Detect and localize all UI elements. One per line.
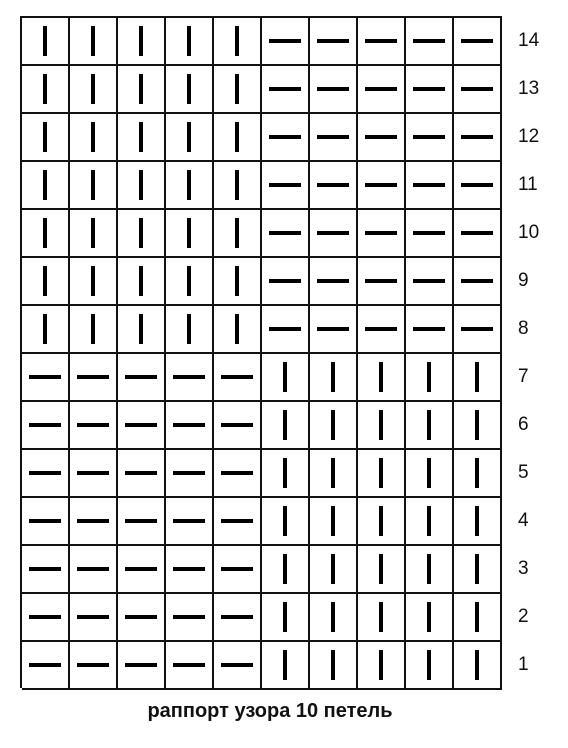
stitch-cell xyxy=(70,162,118,210)
purl-stitch-symbol xyxy=(125,471,157,475)
stitch-cell xyxy=(22,306,70,354)
stitch-cell xyxy=(406,66,454,114)
purl-stitch-symbol xyxy=(29,423,61,427)
purl-stitch-symbol xyxy=(365,87,397,91)
purl-stitch-symbol xyxy=(29,519,61,523)
stitch-cell xyxy=(166,66,214,114)
row-number-label: 6 xyxy=(518,414,529,435)
knit-stitch-symbol xyxy=(139,26,143,56)
knit-stitch-symbol xyxy=(331,602,335,632)
knit-stitch-symbol xyxy=(283,554,287,584)
stitch-cell xyxy=(22,594,70,642)
stitch-cell xyxy=(214,642,262,690)
knit-stitch-symbol xyxy=(235,26,239,56)
stitch-cell xyxy=(310,162,358,210)
purl-stitch-symbol xyxy=(317,279,349,283)
knit-stitch-symbol xyxy=(475,458,479,488)
stitch-cell xyxy=(454,114,502,162)
knit-stitch-symbol xyxy=(139,122,143,152)
stitch-cell xyxy=(118,258,166,306)
stitch-cell xyxy=(358,546,406,594)
row-number-label: 3 xyxy=(518,558,529,579)
stitch-cell xyxy=(406,450,454,498)
stitch-cell xyxy=(214,258,262,306)
knit-stitch-symbol xyxy=(475,410,479,440)
stitch-cell xyxy=(262,546,310,594)
stitch-cell xyxy=(22,354,70,402)
stitch-cell xyxy=(166,162,214,210)
stitch-cell xyxy=(358,162,406,210)
stitch-cell xyxy=(310,306,358,354)
purl-stitch-symbol xyxy=(365,231,397,235)
purl-stitch-symbol xyxy=(413,327,445,331)
stitch-cell xyxy=(214,162,262,210)
knit-stitch-symbol xyxy=(91,266,95,296)
stitch-cell xyxy=(406,18,454,66)
purl-stitch-symbol xyxy=(317,183,349,187)
stitch-cell xyxy=(406,306,454,354)
purl-stitch-symbol xyxy=(29,471,61,475)
purl-stitch-symbol xyxy=(173,663,205,667)
purl-stitch-symbol xyxy=(221,519,253,523)
stitch-cell xyxy=(118,354,166,402)
purl-stitch-symbol xyxy=(173,615,205,619)
purl-stitch-symbol xyxy=(365,183,397,187)
stitch-cell xyxy=(70,114,118,162)
purl-stitch-symbol xyxy=(269,231,301,235)
stitch-cell xyxy=(22,642,70,690)
stitch-cell xyxy=(262,66,310,114)
purl-stitch-symbol xyxy=(317,327,349,331)
row-number-label: 12 xyxy=(518,126,540,147)
stitch-cell xyxy=(310,498,358,546)
stitch-cell xyxy=(358,18,406,66)
stitch-cell xyxy=(358,402,406,450)
stitch-cell xyxy=(358,114,406,162)
stitch-cell xyxy=(358,450,406,498)
stitch-cell xyxy=(22,498,70,546)
knit-stitch-symbol xyxy=(283,362,287,392)
stitch-cell xyxy=(166,450,214,498)
purl-stitch-symbol xyxy=(221,567,253,571)
stitch-cell xyxy=(214,594,262,642)
purl-stitch-symbol xyxy=(461,183,493,187)
purl-stitch-symbol xyxy=(269,39,301,43)
knit-stitch-symbol xyxy=(43,170,47,200)
knit-stitch-symbol xyxy=(379,362,383,392)
knit-stitch-symbol xyxy=(331,458,335,488)
stitch-cell xyxy=(310,210,358,258)
purl-stitch-symbol xyxy=(77,375,109,379)
knit-stitch-symbol xyxy=(91,170,95,200)
stitch-cell xyxy=(454,306,502,354)
knit-stitch-symbol xyxy=(139,266,143,296)
stitch-cell xyxy=(310,258,358,306)
stitch-cell xyxy=(166,546,214,594)
stitch-cell xyxy=(70,258,118,306)
knit-stitch-symbol xyxy=(379,554,383,584)
knit-stitch-symbol xyxy=(379,506,383,536)
purl-stitch-symbol xyxy=(317,135,349,139)
knit-stitch-symbol xyxy=(427,602,431,632)
stitch-cell xyxy=(262,594,310,642)
stitch-cell xyxy=(262,18,310,66)
knit-stitch-symbol xyxy=(187,266,191,296)
knit-stitch-symbol xyxy=(91,74,95,104)
knit-stitch-symbol xyxy=(283,506,287,536)
stitch-cell xyxy=(166,354,214,402)
stitch-cell xyxy=(358,210,406,258)
stitch-cell xyxy=(118,402,166,450)
purl-stitch-symbol xyxy=(365,279,397,283)
stitch-cell xyxy=(406,642,454,690)
purl-stitch-symbol xyxy=(29,375,61,379)
stitch-cell xyxy=(406,594,454,642)
stitch-cell xyxy=(310,594,358,642)
stitch-cell xyxy=(70,210,118,258)
stitch-cell xyxy=(166,258,214,306)
purl-stitch-symbol xyxy=(413,279,445,283)
purl-stitch-symbol xyxy=(173,519,205,523)
stitch-cell xyxy=(454,594,502,642)
knit-stitch-symbol xyxy=(43,266,47,296)
purl-stitch-symbol xyxy=(317,87,349,91)
knit-stitch-symbol xyxy=(331,506,335,536)
stitch-cell xyxy=(166,18,214,66)
stitch-cell xyxy=(70,498,118,546)
row-number-label: 9 xyxy=(518,270,529,291)
stitch-cell xyxy=(262,402,310,450)
knit-stitch-symbol xyxy=(43,218,47,248)
stitch-cell xyxy=(22,402,70,450)
knit-stitch-symbol xyxy=(379,602,383,632)
stitch-cell xyxy=(22,258,70,306)
stitch-cell xyxy=(70,66,118,114)
purl-stitch-symbol xyxy=(125,375,157,379)
purl-stitch-symbol xyxy=(29,663,61,667)
knit-stitch-symbol xyxy=(187,170,191,200)
stitch-cell xyxy=(166,210,214,258)
purl-stitch-symbol xyxy=(269,327,301,331)
purl-stitch-symbol xyxy=(125,615,157,619)
stitch-cell xyxy=(118,162,166,210)
knit-stitch-symbol xyxy=(91,26,95,56)
stitch-cell xyxy=(358,306,406,354)
row-number-label: 5 xyxy=(518,462,529,483)
knit-stitch-symbol xyxy=(427,410,431,440)
knit-stitch-symbol xyxy=(187,218,191,248)
stitch-cell xyxy=(454,162,502,210)
purl-stitch-symbol xyxy=(77,471,109,475)
knit-stitch-symbol xyxy=(139,170,143,200)
stitch-cell xyxy=(214,402,262,450)
purl-stitch-symbol xyxy=(77,615,109,619)
stitch-cell xyxy=(262,114,310,162)
knit-stitch-symbol xyxy=(475,650,479,680)
stitch-cell xyxy=(310,402,358,450)
stitch-cell xyxy=(310,354,358,402)
knit-stitch-symbol xyxy=(187,122,191,152)
knit-stitch-symbol xyxy=(91,314,95,344)
stitch-cell xyxy=(118,450,166,498)
stitch-cell xyxy=(118,66,166,114)
purl-stitch-symbol xyxy=(269,279,301,283)
purl-stitch-symbol xyxy=(221,663,253,667)
knit-stitch-symbol xyxy=(475,506,479,536)
stitch-cell xyxy=(262,354,310,402)
stitch-cell xyxy=(406,402,454,450)
stitch-cell xyxy=(118,498,166,546)
purl-stitch-symbol xyxy=(77,567,109,571)
stitch-cell xyxy=(214,546,262,594)
stitch-cell xyxy=(262,642,310,690)
purl-stitch-symbol xyxy=(221,615,253,619)
purl-stitch-symbol xyxy=(77,663,109,667)
stitch-cell xyxy=(22,66,70,114)
knit-stitch-symbol xyxy=(235,74,239,104)
purl-stitch-symbol xyxy=(317,231,349,235)
stitch-cell xyxy=(214,306,262,354)
stitch-cell xyxy=(358,354,406,402)
stitch-cell xyxy=(358,594,406,642)
stitch-cell xyxy=(406,258,454,306)
knit-stitch-symbol xyxy=(283,410,287,440)
knit-stitch-symbol xyxy=(379,410,383,440)
purl-stitch-symbol xyxy=(365,135,397,139)
knit-stitch-symbol xyxy=(235,266,239,296)
purl-stitch-symbol xyxy=(173,567,205,571)
stitch-cell xyxy=(22,18,70,66)
purl-stitch-symbol xyxy=(461,135,493,139)
stitch-cell xyxy=(454,546,502,594)
stitch-cell xyxy=(22,114,70,162)
stitch-cell xyxy=(310,114,358,162)
stitch-cell xyxy=(70,642,118,690)
purl-stitch-symbol xyxy=(317,39,349,43)
stitch-cell xyxy=(358,642,406,690)
knit-stitch-symbol xyxy=(427,554,431,584)
knit-stitch-symbol xyxy=(187,314,191,344)
stitch-cell xyxy=(262,162,310,210)
knit-stitch-symbol xyxy=(43,314,47,344)
stitch-cell xyxy=(118,114,166,162)
stitch-cell xyxy=(310,66,358,114)
stitch-cell xyxy=(70,546,118,594)
stitch-cell xyxy=(454,450,502,498)
purl-stitch-symbol xyxy=(173,471,205,475)
stitch-cell xyxy=(358,66,406,114)
stitch-cell xyxy=(214,450,262,498)
purl-stitch-symbol xyxy=(365,327,397,331)
stitch-cell xyxy=(454,18,502,66)
stitch-cell xyxy=(118,18,166,66)
stitch-cell xyxy=(214,210,262,258)
stitch-cell xyxy=(358,258,406,306)
stitch-cell xyxy=(406,162,454,210)
knit-stitch-symbol xyxy=(379,650,383,680)
knit-stitch-symbol xyxy=(283,602,287,632)
stitch-cell xyxy=(22,450,70,498)
purl-stitch-symbol xyxy=(125,519,157,523)
knit-stitch-symbol xyxy=(427,650,431,680)
knit-stitch-symbol xyxy=(43,74,47,104)
purl-stitch-symbol xyxy=(269,135,301,139)
purl-stitch-symbol xyxy=(413,87,445,91)
stitch-cell xyxy=(310,18,358,66)
row-number-label: 14 xyxy=(518,30,540,51)
purl-stitch-symbol xyxy=(413,231,445,235)
stitch-cell xyxy=(310,450,358,498)
purl-stitch-symbol xyxy=(461,279,493,283)
stitch-cell xyxy=(118,210,166,258)
stitch-cell xyxy=(118,642,166,690)
purl-stitch-symbol xyxy=(125,423,157,427)
stitch-cell xyxy=(70,354,118,402)
purl-stitch-symbol xyxy=(461,231,493,235)
stitch-cell xyxy=(214,498,262,546)
purl-stitch-symbol xyxy=(125,567,157,571)
purl-stitch-symbol xyxy=(461,327,493,331)
knit-stitch-symbol xyxy=(235,218,239,248)
stitch-cell xyxy=(310,642,358,690)
purl-stitch-symbol xyxy=(77,423,109,427)
purl-stitch-symbol xyxy=(125,663,157,667)
knit-stitch-symbol xyxy=(331,410,335,440)
row-number-label: 10 xyxy=(518,222,540,243)
purl-stitch-symbol xyxy=(269,87,301,91)
purl-stitch-symbol xyxy=(413,39,445,43)
knit-stitch-symbol xyxy=(379,458,383,488)
stitch-cell xyxy=(214,114,262,162)
stitch-cell xyxy=(22,546,70,594)
purl-stitch-symbol xyxy=(413,183,445,187)
knit-stitch-symbol xyxy=(475,362,479,392)
row-number-label: 7 xyxy=(518,366,529,387)
knit-stitch-symbol xyxy=(91,218,95,248)
stitch-cell xyxy=(118,546,166,594)
stitch-cell xyxy=(454,642,502,690)
knit-stitch-symbol xyxy=(91,122,95,152)
knit-stitch-symbol xyxy=(187,26,191,56)
row-number-label: 11 xyxy=(518,174,538,195)
knit-stitch-symbol xyxy=(139,218,143,248)
stitch-cell xyxy=(454,258,502,306)
stitch-cell xyxy=(70,402,118,450)
knit-stitch-symbol xyxy=(43,26,47,56)
purl-stitch-symbol xyxy=(29,567,61,571)
stitch-cell xyxy=(454,498,502,546)
knit-stitch-symbol xyxy=(331,362,335,392)
stitch-cell xyxy=(262,306,310,354)
purl-stitch-symbol xyxy=(221,423,253,427)
purl-stitch-symbol xyxy=(173,375,205,379)
stitch-cell xyxy=(166,306,214,354)
stitch-cell xyxy=(22,210,70,258)
knit-stitch-symbol xyxy=(475,554,479,584)
stitch-cell xyxy=(454,66,502,114)
stitch-cell xyxy=(214,354,262,402)
row-number-label: 1 xyxy=(518,654,529,675)
stitch-cell xyxy=(262,450,310,498)
stitch-cell xyxy=(406,210,454,258)
stitch-cell xyxy=(166,594,214,642)
stitch-cell xyxy=(166,402,214,450)
stitch-cell xyxy=(166,114,214,162)
stitch-cell xyxy=(310,546,358,594)
purl-stitch-symbol xyxy=(461,39,493,43)
knit-stitch-symbol xyxy=(235,122,239,152)
stitch-cell xyxy=(454,402,502,450)
purl-stitch-symbol xyxy=(461,87,493,91)
knit-stitch-symbol xyxy=(139,74,143,104)
stitch-cell xyxy=(214,66,262,114)
stitch-cell xyxy=(214,18,262,66)
stitch-cell xyxy=(70,306,118,354)
chart-caption: раппорт узора 10 петель xyxy=(147,700,393,722)
stitch-cell xyxy=(22,162,70,210)
stitch-cell xyxy=(70,594,118,642)
stitch-cell xyxy=(118,594,166,642)
knit-stitch-symbol xyxy=(187,74,191,104)
row-number-label: 4 xyxy=(518,510,529,531)
knitting-chart-grid xyxy=(20,16,502,688)
row-number-label: 13 xyxy=(518,78,540,99)
stitch-cell xyxy=(406,354,454,402)
purl-stitch-symbol xyxy=(173,423,205,427)
stitch-cell xyxy=(118,306,166,354)
stitch-cell xyxy=(454,354,502,402)
knit-stitch-symbol xyxy=(427,506,431,536)
knit-stitch-symbol xyxy=(331,650,335,680)
knit-stitch-symbol xyxy=(43,122,47,152)
stitch-cell xyxy=(166,642,214,690)
stitch-cell xyxy=(406,498,454,546)
purl-stitch-symbol xyxy=(365,39,397,43)
stitch-cell xyxy=(406,546,454,594)
knit-stitch-symbol xyxy=(283,650,287,680)
stitch-cell xyxy=(454,210,502,258)
row-number-label: 8 xyxy=(518,318,529,339)
purl-stitch-symbol xyxy=(77,519,109,523)
stitch-cell xyxy=(70,450,118,498)
knit-stitch-symbol xyxy=(427,458,431,488)
stitch-cell xyxy=(406,114,454,162)
knit-stitch-symbol xyxy=(331,554,335,584)
purl-stitch-symbol xyxy=(221,471,253,475)
purl-stitch-symbol xyxy=(29,615,61,619)
stitch-cell xyxy=(358,498,406,546)
purl-stitch-symbol xyxy=(221,375,253,379)
knit-stitch-symbol xyxy=(139,314,143,344)
purl-stitch-symbol xyxy=(269,183,301,187)
knit-stitch-symbol xyxy=(235,170,239,200)
knit-stitch-symbol xyxy=(283,458,287,488)
knit-stitch-symbol xyxy=(235,314,239,344)
purl-stitch-symbol xyxy=(413,135,445,139)
stitch-cell xyxy=(70,18,118,66)
stitch-cell xyxy=(262,210,310,258)
row-number-label: 2 xyxy=(518,606,529,627)
stitch-cell xyxy=(262,498,310,546)
stitch-cell xyxy=(166,498,214,546)
knit-stitch-symbol xyxy=(427,362,431,392)
knit-stitch-symbol xyxy=(475,602,479,632)
stitch-cell xyxy=(262,258,310,306)
